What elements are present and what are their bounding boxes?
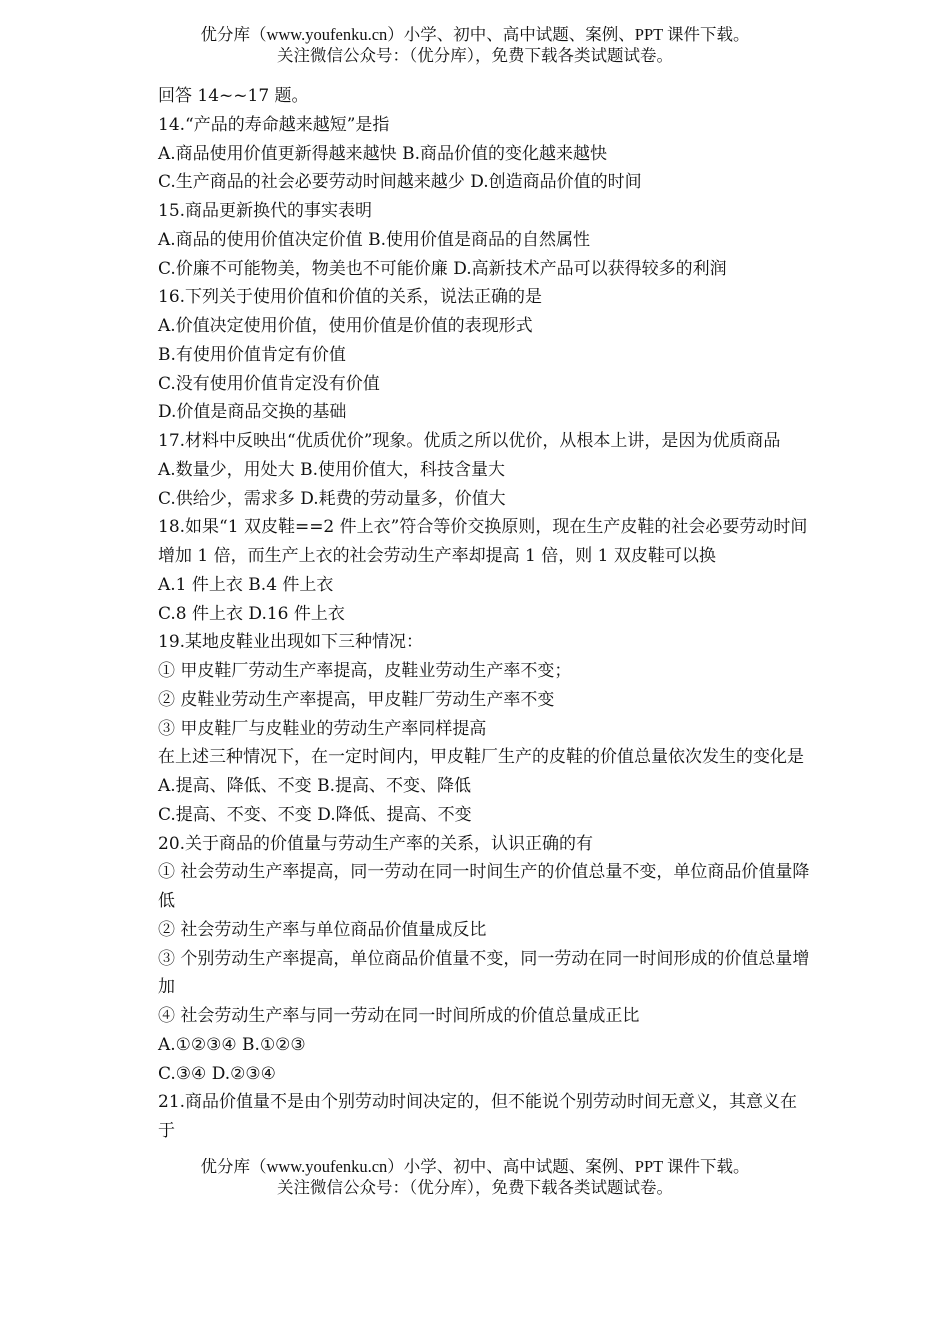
text-line: D.价值是商品交换的基础: [158, 402, 347, 423]
document-body: [158, 82, 898, 1146]
text-line: ④ 社会劳动生产率与同一劳动在同一时间所成的价值总量成正比: [158, 1006, 640, 1026]
text-line: A.1 件上衣 B.4 件上衣: [158, 574, 334, 595]
text-line: ③ 个别劳动生产率提高，单位商品价值量不变，同一劳动在同一时间形成的价值总量增: [158, 948, 810, 969]
text-line: 增加 1 倍，而生产上衣的社会劳动生产率却提高 1 倍，则 1 双皮鞋可以换: [158, 546, 716, 566]
text-line: ② 皮鞋业劳动生产率提高，甲皮鞋厂劳动生产率不变: [158, 689, 555, 710]
page-header: [0, 24, 950, 66]
text-line: 19.某地皮鞋业出现如下三种情况：: [158, 632, 424, 653]
text-line: 21.商品价值量不是由个别劳动时间决定的，但不能说个别劳动时间无意义，其意义在: [158, 1092, 798, 1113]
text-line: 加: [158, 977, 175, 998]
text-line: ① 甲皮鞋厂劳动生产率提高，皮鞋业劳动生产率不变；: [158, 661, 572, 681]
text-line: 20.关于商品的价值量与劳动生产率的关系，认识正确的有: [158, 833, 594, 854]
footer-line-1: 优分库（www.youfenku.cn）小学、初中、高中试题、案例、PPT 课件下载。: [200, 1157, 750, 1176]
text-line: 在上述三种情况下，在一定时间内，甲皮鞋厂生产的皮鞋的价值总量依次发生的变化是: [158, 747, 804, 768]
text-line: A.数量少，用处大 B.使用价值大，科技含量大: [158, 459, 505, 480]
text-line: C.生产商品的社会必要劳动时间越来越少 D.创造商品价值的时间: [158, 172, 642, 193]
page-footer: [0, 1156, 950, 1198]
text-line: ② 社会劳动生产率与单位商品价值量成反比: [158, 919, 487, 940]
text-line: ① 社会劳动生产率提高，同一劳动在同一时间生产的价值总量不变，单位商品价值量降: [158, 862, 810, 883]
text-line: A.商品使用价值更新得越来越快 B.商品价值的变化越来越快: [158, 143, 607, 164]
footer-line-2: 关注微信公众号：（优分库），免费下载各类试题试卷。: [277, 1178, 673, 1197]
text-line: C.价廉不可能物美，物美也不可能价廉 D.高新技术产品可以获得较多的利润: [158, 258, 727, 279]
text-line: 于: [158, 1121, 175, 1141]
text-line: C.没有使用价值肯定没有价值: [158, 373, 380, 394]
text-line: 16.下列关于使用价值和价值的关系，说法正确的是: [158, 287, 543, 308]
text-line: 14.“产品的寿命越来越短”是指: [158, 114, 390, 135]
text-line: A.价值决定使用价值，使用价值是价值的表现形式: [158, 316, 533, 336]
header-line-1: 优分库（www.youfenku.cn）小学、初中、高中试题、案例、PPT 课件下载。: [200, 25, 750, 44]
header-line-2: 关注微信公众号：（优分库），免费下载各类试题试卷。: [277, 46, 673, 65]
text-line: C.8 件上衣 D.16 件上衣: [158, 603, 345, 624]
text-line: A.①②③④ B.①②③: [158, 1034, 306, 1055]
text-line: C.供给少，需求多 D.耗费的劳动量多，价值大: [158, 488, 506, 509]
text-line: 回答 14~~17 题。: [158, 86, 309, 106]
text-line: A.提高、降低、不变 B.提高、不变、降低: [158, 776, 471, 796]
text-line: C.提高、不变、不变 D.降低、提高、不变: [158, 804, 472, 825]
text-line: C.③④ D.②③④: [158, 1063, 276, 1084]
text-line: 17.材料中反映出“优质优价”现象。优质之所以优价，从根本上讲，是因为优质商品: [158, 431, 781, 451]
text-line: B.有使用价值肯定有价值: [158, 344, 346, 365]
text-line: 18.如果“1 双皮鞋==2 件上衣”符合等价交换原则，现在生产皮鞋的社会必要劳动时间: [158, 517, 808, 538]
text-line: 15.商品更新换代的事实表明: [158, 201, 373, 221]
text-line: A.商品的使用价值决定价值 B.使用价值是商品的自然属性: [158, 229, 590, 250]
text-line: ③ 甲皮鞋厂与皮鞋业的劳动生产率同样提高: [158, 718, 487, 739]
text-line: 低: [158, 891, 175, 911]
